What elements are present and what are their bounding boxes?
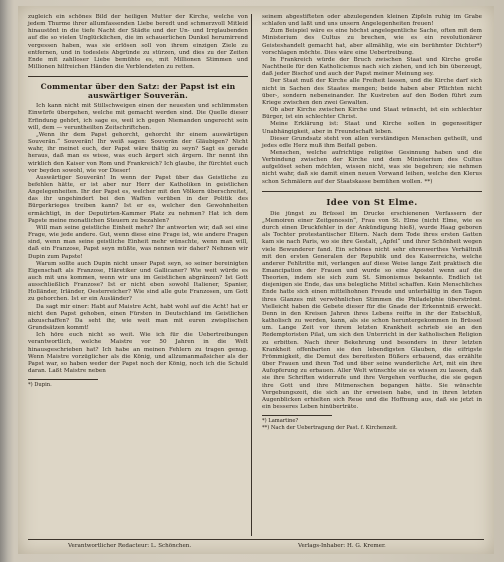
right-paragraph-1: seinem abgestifteten oder abzulegenden kleinen Zipfeln ruhig im Grabe schlafen und laßt und uns unsern Angelegenheiten freuen! bbox=[262, 14, 482, 28]
footnote-divider bbox=[262, 415, 332, 416]
right-paragraph-4: Der Staat muß der Kirche alle Freiheit lassen, und die Kirche darf sich nicht in Sachen des Staates mengen; beide haben aber Pflichten nicht über-, sondern nebeneinander. Ihr Kustreten auf den Boden führt zum Kriege zwischen den zwei Gewalten. bbox=[262, 78, 482, 106]
right-paragraph-9: Die jüngst zu Brüssel im Drucke erschienenen Verfassern der „Memoiren einer Zeitgenossin“, Frau von St. Elme (nicht Elme, wie es durch einen Druckfehler in der Ankündigung hieß), wurde Haag geboren als Tochter protestantischer Eltern. Nach dem Tode ihres ersten Gatten kam sie nach Paris, wo sie ihre Gestalt, „Apfel“ und ihrer Schönheit wegen viele Bewunderer fand. Ein schönes nicht sehr ehrenwerthes Verhältniß mit den ersten Generalen der Republik und des Kaiserreichs, welche anderer Fehltritte mit, verlangen auf diese Weise lange Zeit praktisch die Emancipation der Frauen und wurde so eine Apostel wenn auf die Theorien, indem sie sich zum St. Simonismus bekannte. Endlich ist diejenigen sie Ende, das uns belegliche Mittel schaffen. Kein Menschliches Ende hatte sich einen mittelhohnen Freude und unterhältig in den Tagen ihres Glanzes mit verwöhnlichen Stimmen die Philadelphie überströmt. Vielleicht haben die Gebete dieser für die Gnade der Erkenntniß erweckt. Denn in den Kreisen Jahren ihres Lebens reifte in ihr der Entschluß, katholisch zu werden, kann, als sie schon heruntergekommen in Brüssel um. Lange Zeit vor ihrem letzten Krankheit schrieb sie an den Redemptoristen Pilat, um sich den Unterricht in der katholischen Religion zu erbitten. Nach ihrer Bekehrung und besonders in ihrer letzten Krankheit offenbarten sie den lebendigsten Glauben, die eifrigste Frömmigkeit, die Demut des bereitesten Büßers erbauend, das erzählte über Frauen und ihren Tod und über seine wunderliche Art, mit ein ihre Aufopferung zu erbauen. Aller Welt wünschte sie es wissen zu lassen, daß sie ihre Schriften widerrufe und ihre Vergehen verfluche, die sie gegen ihre Gott und ihre Mitmenschen begangen hätte. Sie wünschte Vergebungszeit, die sich an ihr erweisen habe, und in ihren letzten Augenblicken erhielten sich Reue und die Hoffnung aus, daß sie jetzt in ein besseres Leben hinüberträte. bbox=[262, 210, 482, 410]
left-paragraph-8: Ich höre euch nicht so weit. Wie ich für die Uebertreibungen verantwortlich, welche Maistre vor 50 Jahren in die Welt hinausgeschrieben hat? Ich habe an meinen Fehlern zu tragen genug. Wenn Maistre vorzüglicher als die König, und allzumanmaßsicher als der Papst war, so haben weder der Papst noch der König, noch ich die Schuld daran. Laßt Maistre neben bbox=[28, 332, 248, 375]
newspaper-page bbox=[18, 6, 494, 554]
footnote-divider bbox=[28, 379, 98, 380]
right-footnote-1: *) Lamartine? bbox=[262, 418, 299, 425]
left-paragraph-5: Will man seine geistliche Einheit mehr? Ihr antworten wir, daß sei eine Frage, wie jede andere. Gut, wenn diese eine Frage ist, wie andere Fragen sind, wenn man seine geistliche Einheit mehr wünschte, wenn man will, daß ein Franzose, Papst seyn müßte, was nennen wir daher? Nehmen wir Dupin zum Papste! bbox=[28, 224, 248, 260]
left-paragraph-6: Warum sollte auch Dupin nicht unser Papst seyn, so seiner bereinigten Eigenschaft als Franzose, Häretiker und Gallicaner? Wie weit würde es auch mit uns kommen, wenn wir uns im Geistlichen abgränzen? Ist Gott ausschließlich Franzose? Ist er nicht eben sowohl Italiener, Spanier, Holländer, Irländer, Oesterreicher? Wie sind alle gute Franzosen, um Gott zu gehorchen. Ist er ein Ausländer? bbox=[28, 260, 248, 303]
right-paragraph-5: Ob aber Kirche zwischen Kirche und Staat wünscht, ist ein schlechter Bürger, ist ein schlechter Christ. bbox=[262, 107, 482, 121]
article-heading-st-elme: Idee von St Elme. bbox=[326, 197, 418, 208]
left-paragraph-2: Ich kann nicht mit Stillschweigen einen der neuesten und schlimmsten Einwürfe übergehen, welche mit gemacht werden sind. Die Quelle dieser Erfindung gehört, ich sage es, weil ich gegen Niemanden ungerecht sein will, dem — veruntheilten Zeitschriftchen. bbox=[28, 103, 248, 131]
right-paragraph-3: In Frankreich würde der Bruch zwischen Staat und Kirche große Nachtheile für den Katholicismus nach sich ziehen, und ich bin überzeugt, daß jeder Bischof und auch der Papst meiner Meinung sey. bbox=[262, 56, 482, 78]
footer-publisher: Verlags-Inhaber: H. G. Kremer. bbox=[298, 543, 386, 549]
left-column bbox=[28, 14, 248, 389]
right-paragraph-2: Zum Beispiel wäre es eine höchst angelegentliche Sache, often mit dem Ministerium des Cultus zu brechen, wie es ein revolutionärer Geisteshandelt gemacht hat, aber allmählig, wie ein berühmter Dichter*) vorschlagen möchte. Dies wäre eine Uebertreibung. bbox=[262, 28, 482, 56]
left-paragraph-4: Auswärtiger Souverän! In wenn der Papst über das Geistliche zu befehlen hätte, er ist aber nur Herr der Katholiken in geistlichen Angelegenheiten. Ihr der Papst es, welcher mit den Völkern überschreitet, das ihr ungehindert bei den Waffen verüben in der Politik des Bürgerkrieges treiben kann? Ist er es, welcher den Gewohnheiten ermächtigt, in der Deputirten-Kammer Platz zu nehmen? Hat ich dem Papste meine monatlichen Steuern zu bezahlen? bbox=[28, 174, 248, 224]
left-paragraph-3: „Wenn ihr dem Papst gehorcht, gehorcht ihr einem auswärtigen Souverän.“ Souverän! Ihr weiß sagen: Souverän der Gläubigen? Nicht wahr, ihr meinet euch, der Papst wäre thätig zu seyn? Sagt es gerade heraus, daß man es wisse, was euch ärgert sich ärgern. Ihr nennt ihn wirklich den Kaiser von Rom und Frankreich? Ich glaube, ihr fürchtet euch vor beyden sowohl, wie vor Dieser! bbox=[28, 131, 248, 174]
article-heading-commentar: Commentar über den Satz: der Papst ist ein auswärtiger Souverän. bbox=[40, 82, 236, 101]
right-paragraph-8: Menschen, welche aufrichtige religiöse Gesinnung haben und die Verbindung zwischen der Kirche und dem Ministerium des Cultus aufgelöset sehen möchten, wissen nicht, was sie begehren; sie nehmen nicht wahr, daß sie damit einen neuen Vorwand leihen, welche den Klerus schon Schmälern auf der Staatskasse bemühen wollen. **) bbox=[262, 149, 482, 185]
right-footnote-2: **) Nach der Uebertragung der Past. f. Kirchenzeit. bbox=[262, 424, 398, 431]
right-paragraph-6: Meine Erklärung ist: Staat und Kirche sollen in gegenseitiger Unabhängigkeit, aber in Freundschaft leben. bbox=[262, 121, 482, 135]
footer-editor: Verantwortlicher Redacteur: L. Schönchen. bbox=[68, 543, 192, 549]
right-column bbox=[262, 14, 482, 431]
left-footnote: *) Dupin. bbox=[28, 382, 52, 389]
left-paragraph-1: zugleich ein schönes Bild der heiligen Mutter der Kirche, welche von jedem Thurme ihrer allumfassenden Liebe beredt und schmerzvoll Mitleid hinaustönt in die tiefe Nacht der Städte und der Un- und Irrglaubenden auf die so vielen Unglücklichen, die im schauerlichen Dunkel herumirrend vergessen haben, was sie erlösen soll von ihrem einzigen Ziele zu entfernen, und in todesleis Abgründe zu stürzen, und dies zu der Zeiten Ende mit zahlloser Liebe bemühte es, mit Millionen Stimmen und Millionen hilfreichen Händen die Verblendeten zu retten. bbox=[28, 14, 248, 71]
section-divider bbox=[28, 76, 248, 77]
section-divider bbox=[262, 191, 482, 192]
column-divider bbox=[251, 14, 252, 536]
page-footer bbox=[28, 539, 484, 552]
left-paragraph-7: Da sagt mir einer: Habt auf Maistre Acht, habt wohl auf die Acht! hat er nicht den Papst gehoben, einen Fürsten in Deutschland im Geistlichen abzuschaffen? Da seht ihr, wie weit man mit euren zwisplischen Grundsätzen kommt! bbox=[28, 303, 248, 332]
right-paragraph-7: Dieser Grundsatz steht von allen verständigen Menschen getheilt, und jedes edle Herz muß ihm Beifall geben. bbox=[262, 135, 482, 149]
